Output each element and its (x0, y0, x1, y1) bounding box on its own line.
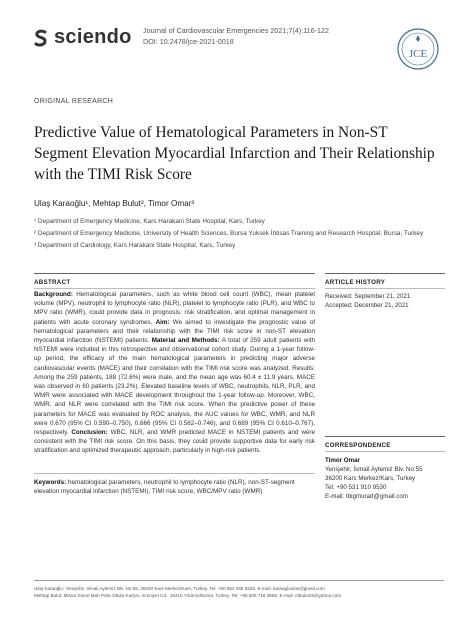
abstract-heading-rule (34, 288, 315, 289)
author-list: Ulaş Karaoğlu¹, Mehtap Bulut², Timor Omar³ (34, 199, 195, 208)
publisher-logo[interactable] (34, 26, 132, 49)
correspondence-heading-rule (325, 451, 445, 452)
keywords-rule (34, 473, 315, 474)
affiliation-3: ³ Department of Cardiology, Kars Harakani State Hospital, Kars, Turkey (34, 242, 236, 249)
methods-label: Material and Methods: (151, 337, 220, 345)
journal-seal-icon (396, 18, 440, 80)
background-label: Background: (34, 291, 73, 298)
correspondence-top-rule (325, 436, 445, 437)
keywords-label: Keywords: (34, 479, 67, 486)
article-title: Predictive Value of Hematological Parameters in Non-ST Segment Elevation Myocardial Infarction and Their Relationship with the TIMI Risk Score (34, 124, 435, 183)
correspondence-block (325, 456, 445, 501)
keywords (34, 478, 315, 496)
seal-text: JCE (408, 48, 428, 60)
doi-line[interactable]: DOI: 10.2478/jce-2021-0018 (143, 37, 234, 46)
conclusion-label: Conclusion: (71, 429, 108, 437)
history-top-rule (325, 273, 445, 274)
correspondence-address-1: Yenişehir, İsmail Aytemiz Blv. No:55 (325, 466, 423, 473)
aim-text: We aimed to investigate the prognostic value of hematological parameters and their relationship with the TIMI risk score in non-ST elevation myocardial infarction (NSTEMI) patients. (34, 318, 316, 345)
correspondence-heading: CORRESPONDENCE (325, 442, 391, 449)
journal-citation (143, 25, 329, 47)
conclusion-text: WBC, NLR, and WMR predicted MACE in NSTEMI patients and were consistent with the TIMI risk score. On this basis, they could provide supportive data for early risk stratification and optimized therapeutic approach, particularly in high-risk patients. (34, 429, 316, 455)
aim-label: Aim: (155, 318, 170, 326)
abstract-text (34, 290, 315, 456)
page-footer (34, 585, 444, 599)
received-date: Received: September 21, 2021 (325, 293, 411, 300)
background-text: Hematological parameters, such as white blood cell count (WBC), mean platelet volume (MPV), neutrophil to lymphocyte ratio (NLR), platelet to lymphocyte ratio (PLR), and WBC to MPV ratio (WMR), could provide data in prognosis, risk stratification, and optimal management in patients with acute coronary syndromes. (34, 291, 316, 326)
footer-author-1: Ulaş Karaoğlu: Yenişehir, İsmail Aytemiz Blv. No:55, 36200 Kars Merkez/Kars, Turkey. Tel: +90 554 298 9228, E-mail: karaogluulas@gmail.com (34, 586, 325, 591)
publisher-name: sciendo (54, 26, 132, 48)
footer-author-2: Mehtap Bulut: Mimar Sinan Mah Polis Okulu Karşısı, Emniyet Cd., 16310 Yıldırım/Bursa, Turkey. Tel: +90 505 716 3655, E-mail: mbulut19@yahoo.com (34, 593, 342, 598)
article-type: ORIGINAL RESEARCH (34, 98, 114, 105)
correspondence-address-2: 36200 Kars Merkez/Kars, Turkey (325, 475, 416, 482)
history-heading-rule (325, 288, 445, 289)
journal-line: Journal of Cardiovascular Emergencies 2021;7(4):116-122 (143, 26, 330, 35)
methods-text: A total of 259 adult patients with NSTEMI were included in this retrospective and observational cohort study. During a 1-year follow-up period, the efficacy of the main hematological parameters in predicting major adverse cardiovascular events (MACE) and their correlation with the TIMI risk score was analyzed. Results: Among the 259 patients, 188 (72.6%) were male, and the mean age was 60.4 ± 11.9 years. MACE was observed in 60 patients (23.2%). Elevated baseline levels of WBC, neutrophils, NLR, PLR, and WMR were associated with MACE development throughout the 1-year follow-up. Moreover, WBC, WMR, and NLR were correlated with the TIMI risk score. When the predictive power of these parameters for MACE was evaluated by ROC analysis, the AUC values for WBC, WMR, and NLR were 0.670 (95% CI 0.590–0.750), 0.666 (95% CI 0.582–0.746), and 0.689 (95% CI 0.610–0.767), respectively. (34, 337, 316, 437)
article-history (325, 292, 445, 310)
abstract-top-rule (34, 273, 315, 274)
footer-rule (34, 580, 444, 581)
affiliation-1: ¹ Department of Emergency Medicine, Kars Harakani State Hospital, Kars, Turkey (34, 218, 265, 225)
correspondence-phone: Tel: +90 531 910 9530 (325, 484, 387, 491)
correspondence-email[interactable]: E-mail: tbigmurad@gmail.com (325, 493, 408, 500)
sciendo-logo-icon (34, 29, 48, 47)
affiliations (34, 217, 444, 253)
accepted-date: Accepted: December 21, 2021 (325, 302, 409, 309)
abstract-heading: ABSTRACT (34, 279, 71, 286)
journal-header (34, 18, 440, 80)
correspondence-name: Timor Omar (325, 457, 360, 464)
affiliation-2: ² Department of Emergency Medicine, University of Health Sciences, Bursa Yuksek İhtisas Training and Research Hospital, Bursa, Turkey (34, 230, 424, 237)
keywords-text: hematological parameters, neutrophil to lymphocyte ratio (NLR), non-ST-segment elevation myocardial infarction (NSTEMI), TIMI risk score, WBC/MPV ratio (WMR) (34, 479, 295, 496)
article-history-heading: ARTICLE HISTORY (325, 279, 386, 286)
